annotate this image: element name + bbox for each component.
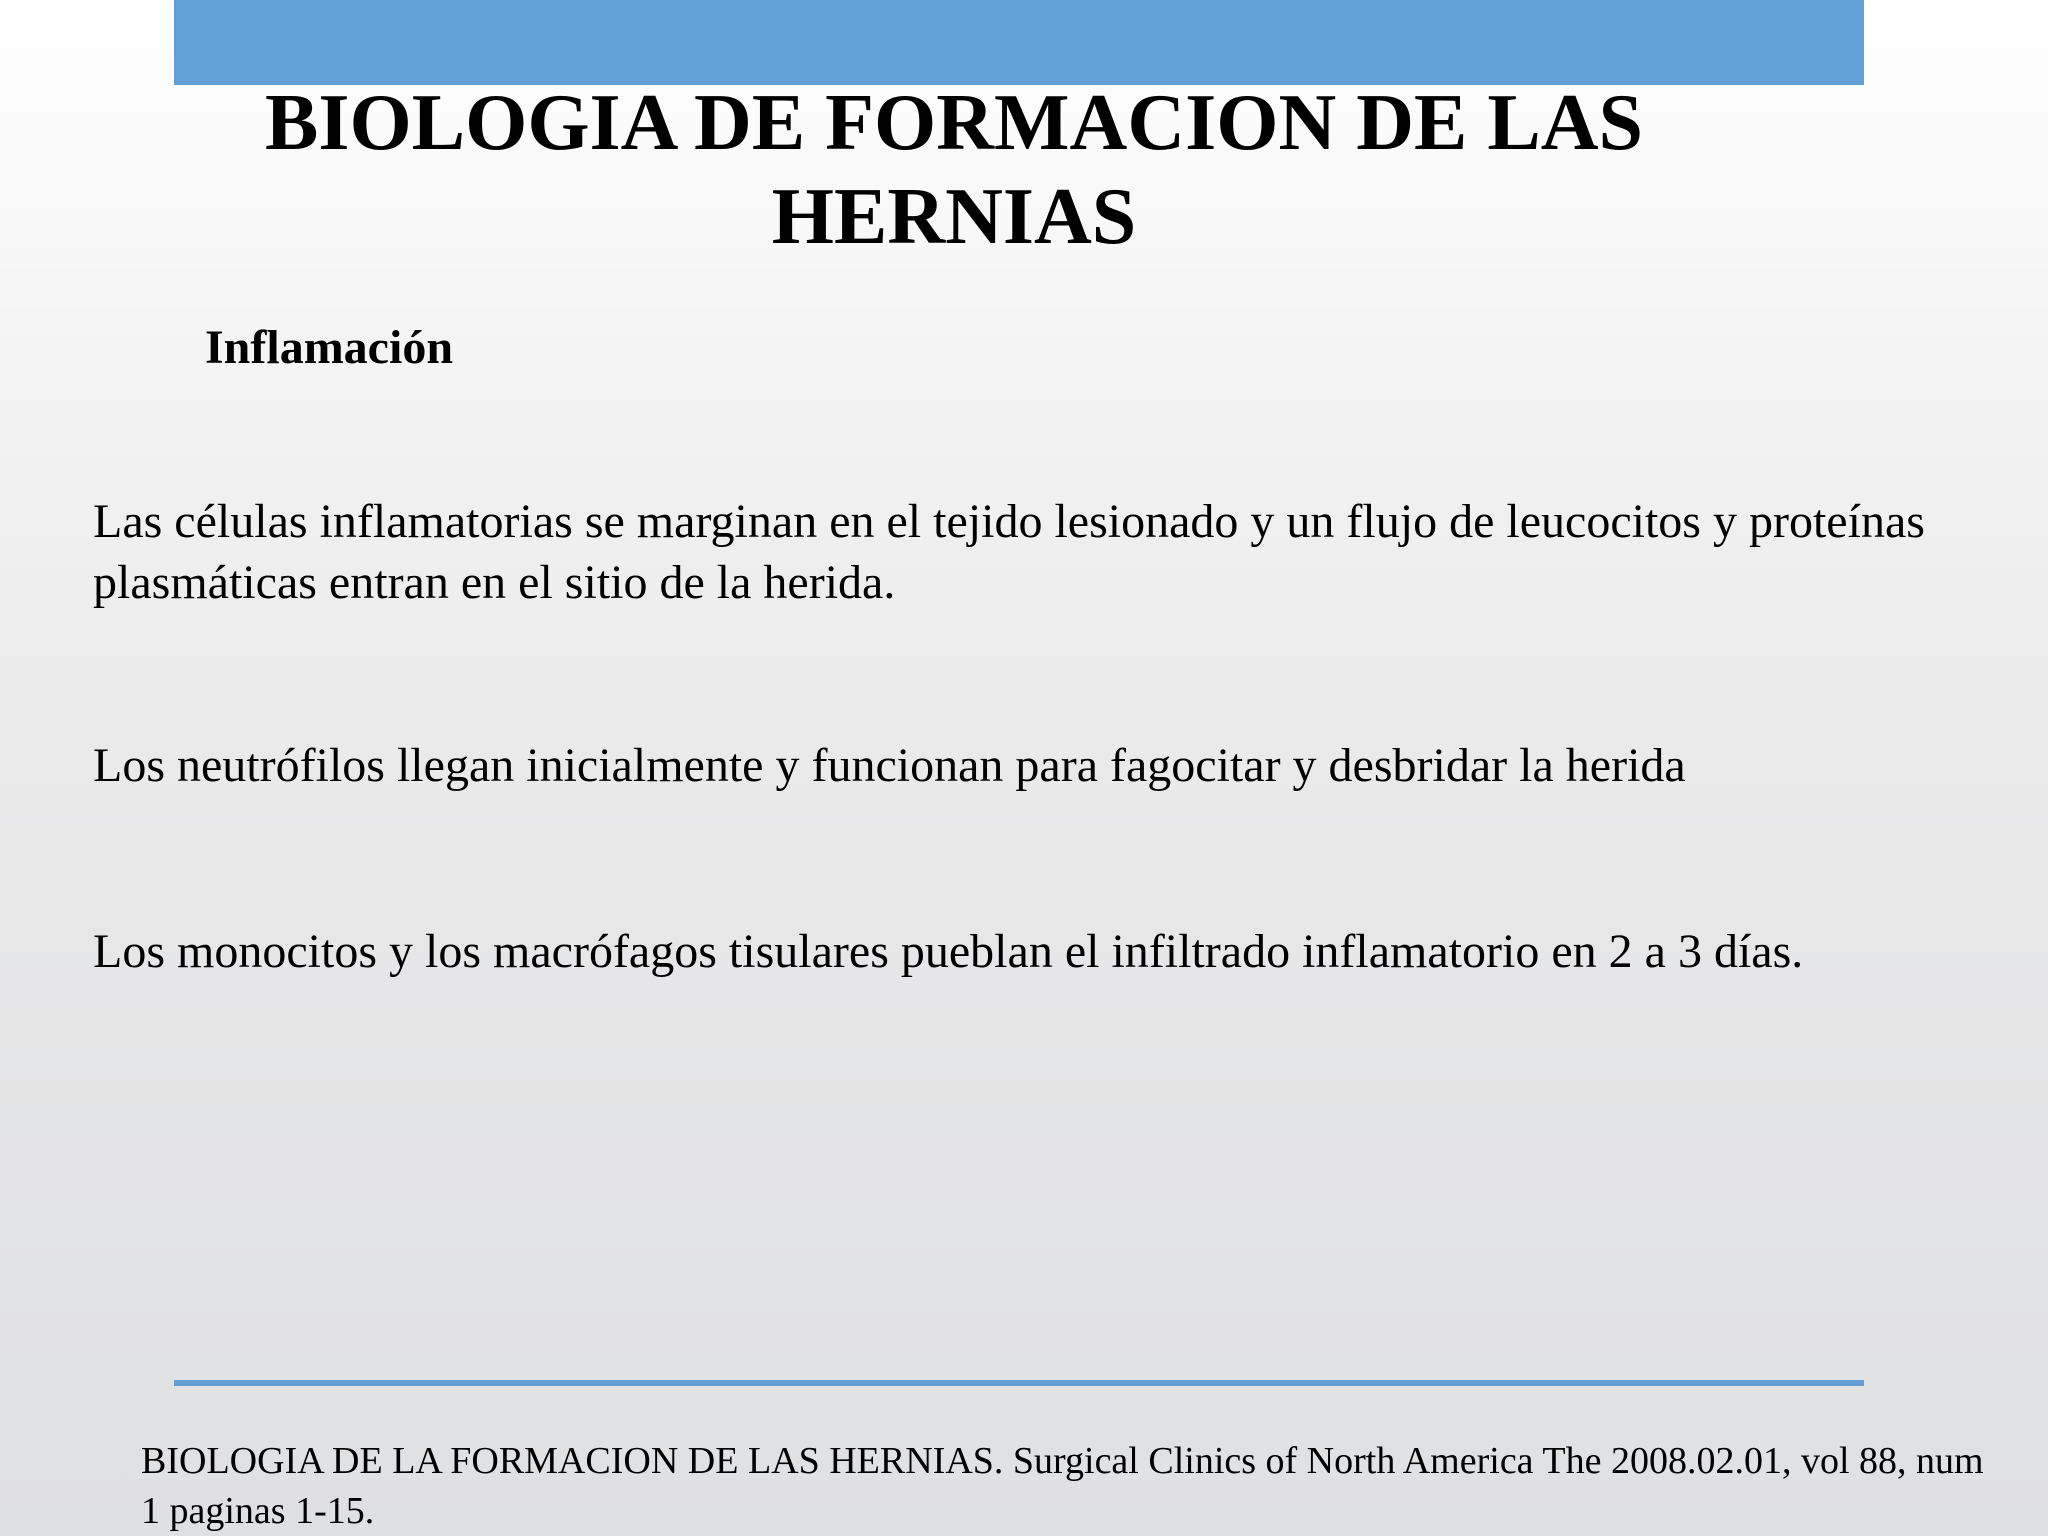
slide-title-line-1: BIOLOGIA DE FORMACION DE LAS <box>265 79 1643 167</box>
paragraph-inflammatory-cells: Las células inflamatorias se marginan en el tejido lesionado y un flujo de leucocitos y proteínas plasmáticas entran en el sitio de la herida. <box>93 495 1925 609</box>
paragraph-monocytes: Los monocitos y los macrófagos tisulares pueblan el infiltrado inflamatorio en 2 a 3 días. <box>93 925 1804 978</box>
slide-title-line-2: HERNIAS <box>771 173 1137 261</box>
top-accent-bar <box>174 0 1864 85</box>
reference-citation: BIOLOGIA DE LA FORMACION DE LAS HERNIAS. Surgical Clinics of North America The 2008.02.01, vol 88, num 1 paginas 1-15. <box>141 1440 1984 1532</box>
slide-title <box>174 76 1734 264</box>
paragraph-neutrophils: Los neutrófilos llegan inicialmente y funcionan para fagocitar y desbridar la herida <box>93 739 1686 792</box>
section-subtitle: Inflamación <box>205 321 454 374</box>
bottom-divider <box>174 1380 1864 1386</box>
